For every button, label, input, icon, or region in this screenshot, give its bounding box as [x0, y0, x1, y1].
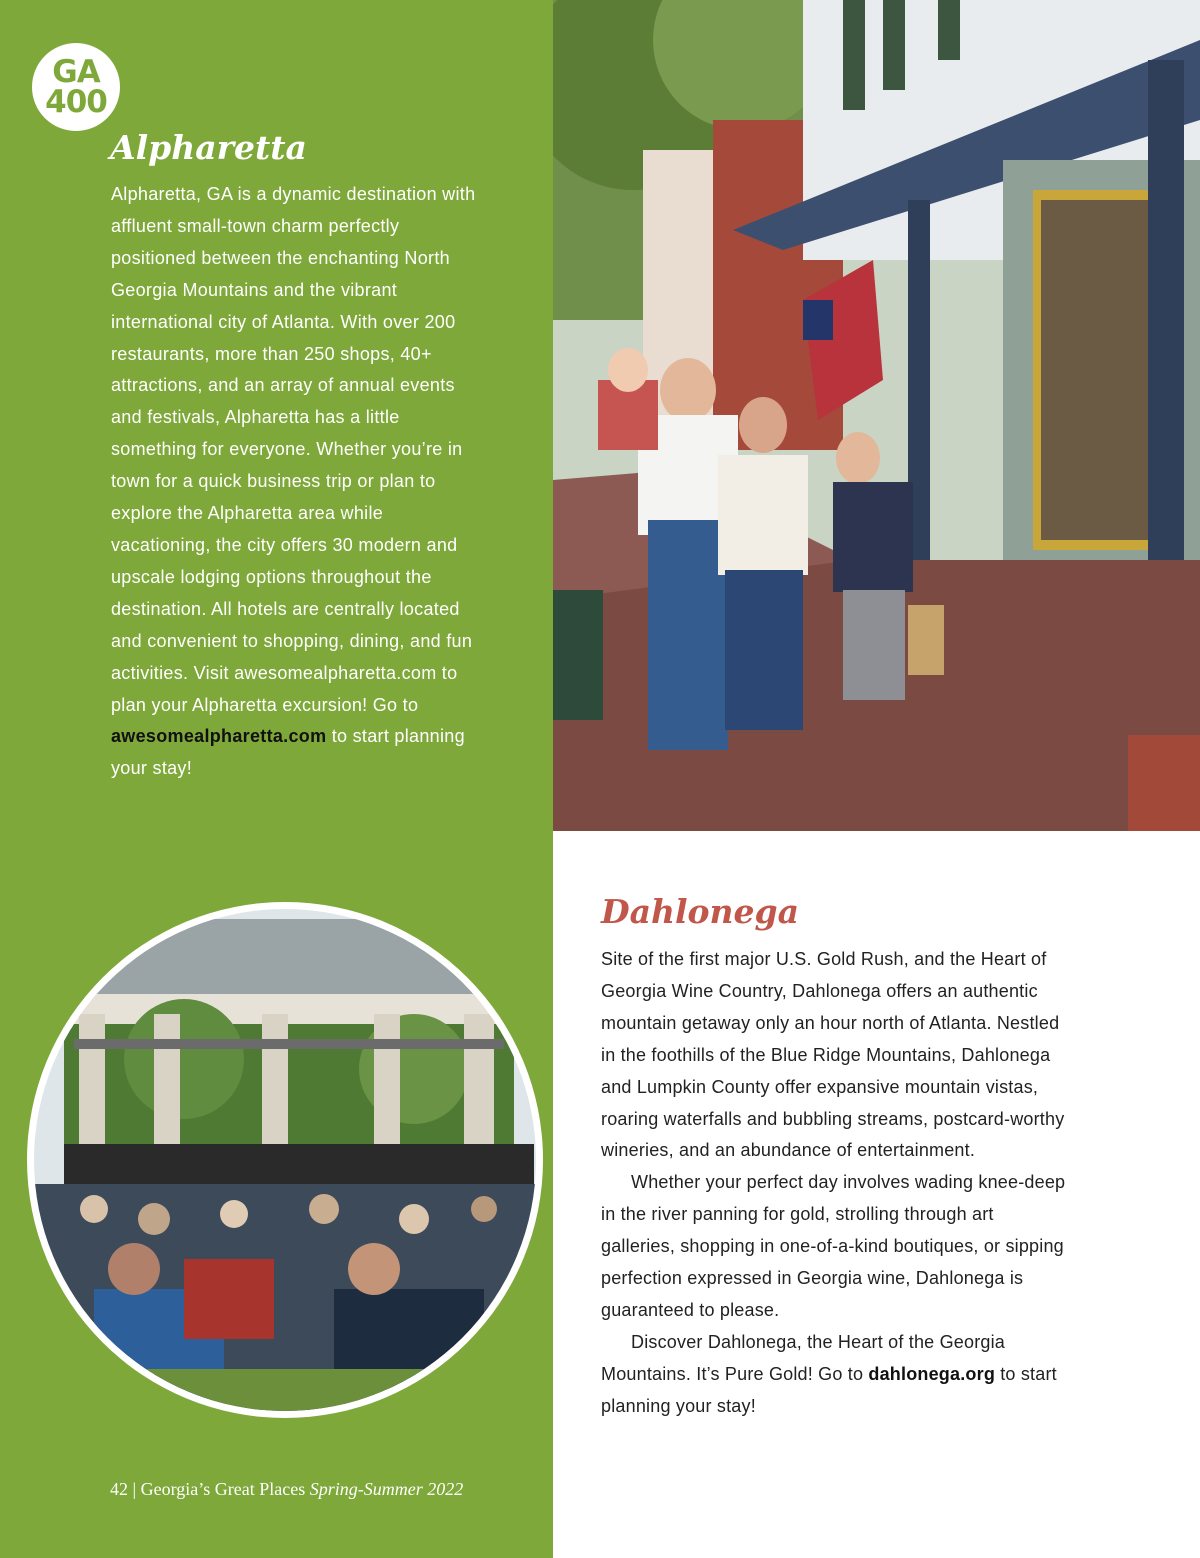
page-number: 42	[110, 1479, 128, 1499]
footer-separator: |	[132, 1479, 137, 1499]
ga400-badge-logo	[32, 43, 120, 131]
badge-line2: 400	[45, 84, 107, 120]
downtown-street-family-photo	[553, 0, 1200, 831]
issue-name: Spring-Summer 2022	[309, 1479, 464, 1499]
dahlonega-body	[601, 944, 1071, 1423]
dahlonega-paragraph-2: Whether your perfect day involves wading knee-deep in the river panning for gold, strolling through art galleries, shopping in one-of-a-kind boutiques, or sipping perfection expressed in Georgia wine, Dahlonega is guaranteed to please.	[601, 1172, 1066, 1320]
page-footer	[110, 1479, 463, 1500]
alpharetta-link[interactable]: awesomealpharetta.com	[111, 726, 327, 747]
dahlonega-title: Dahlonega	[601, 892, 799, 931]
alpharetta-body-tail: to start planning your stay!	[111, 726, 465, 779]
outdoor-concert-pavilion-photo	[27, 902, 543, 1418]
alpharetta-body	[111, 179, 481, 785]
alpharetta-title: Alpharetta	[110, 128, 307, 167]
dahlonega-paragraph-3	[601, 1327, 1071, 1423]
publication-name: Georgia’s Great Places	[140, 1479, 306, 1499]
dahlonega-paragraph-3-text: Discover Dahlonega, the Heart of the Georgia Mountains. It’s Pure Gold! Go to	[601, 1331, 1006, 1384]
dahlonega-link[interactable]: dahlonega.org	[868, 1363, 996, 1384]
badge-line1: GA	[52, 54, 100, 90]
dahlonega-paragraph-3-tail: to start planning your stay!	[601, 1363, 1057, 1416]
dahlonega-paragraph-1: Site of the first major U.S. Gold Rush, and the Heart of Georgia Wine Country, Dahlonega offers an authentic mountain getaway only an hour north of Atlanta. Nestled in the foothills of the Blue Ridge Mountains, Dahlonega and Lumpkin County offer expansive mountain vistas, roaring waterfalls and bubbling streams, postcard-worthy wineries, and an abundance of entertainment.	[601, 949, 1065, 1161]
alpharetta-body-text: Alpharetta, GA is a dynamic destination with affluent small-town charm perfectly positioned between the enchanting North Georgia Mountains and the vibrant international city of Atlanta. With over 200 restaurants, more than 250 shops, 40+ attractions, and an array of annual events and festivals, Alpharetta has a little something for everyone. Whether you’re in town for a quick business trip or plan to explore the Alpharetta area while vacationing, the city offers 30 modern and upscale lodging options throughout the destination. All hotels are centrally located and convenient to shopping, dining, and fun activities. Visit awesomealpharetta.com to plan your Alpharetta excursion! Go to	[111, 184, 476, 715]
